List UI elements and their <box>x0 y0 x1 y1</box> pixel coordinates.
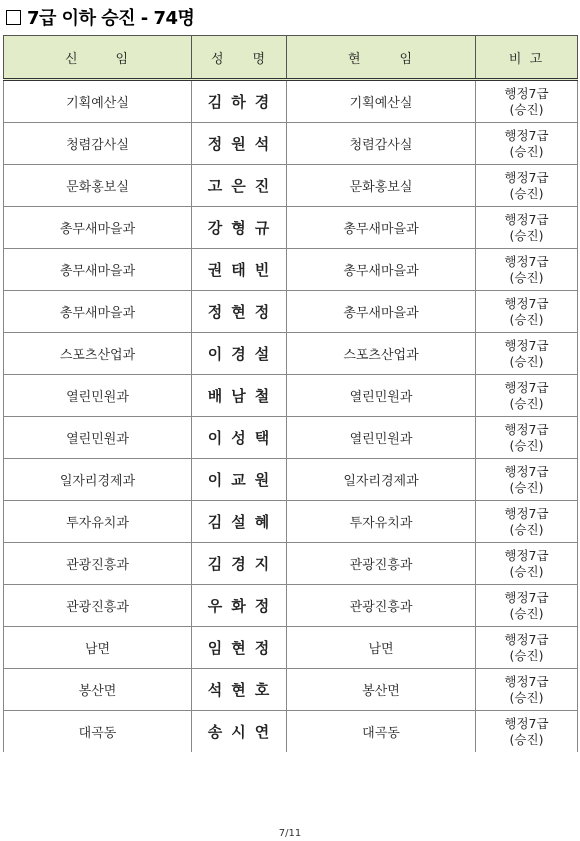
cell-name: 이교원 <box>192 459 287 501</box>
cell-name: 김설혜 <box>192 501 287 543</box>
note-rank: 행정7급 <box>504 253 549 269</box>
page-heading <box>6 4 194 30</box>
cell-current-post: 스포츠산업과 <box>287 333 476 375</box>
note-rank: 행정7급 <box>504 505 549 521</box>
note-rank: 행정7급 <box>504 421 549 437</box>
note-rank: 행정7급 <box>504 295 549 311</box>
note-status: (승진) <box>509 395 544 411</box>
table-row <box>4 585 578 627</box>
note-status: (승진) <box>509 227 544 243</box>
cell-name: 송시연 <box>192 711 287 753</box>
cell-current-post: 기획예산실 <box>287 80 476 123</box>
table-row <box>4 207 578 249</box>
checkbox-square-icon <box>6 10 21 25</box>
cell-new-post: 총무새마을과 <box>4 291 192 333</box>
cell-current-post: 열린민원과 <box>287 375 476 417</box>
cell-current-post: 청렴감사실 <box>287 123 476 165</box>
cell-new-post: 총무새마을과 <box>4 249 192 291</box>
cell-new-post: 문화홍보실 <box>4 165 192 207</box>
cell-note <box>476 543 578 585</box>
cell-name: 임현정 <box>192 627 287 669</box>
cell-current-post: 투자유치과 <box>287 501 476 543</box>
cell-note <box>476 80 578 123</box>
heading-text: 7급 이하 승진 - 74명 <box>27 8 195 29</box>
table-row <box>4 375 578 417</box>
note-status: (승진) <box>509 647 544 663</box>
cell-current-post: 남면 <box>287 627 476 669</box>
cell-name: 김경지 <box>192 543 287 585</box>
cell-name: 석현호 <box>192 669 287 711</box>
cell-current-post: 관광진흥과 <box>287 585 476 627</box>
cell-note <box>476 711 578 753</box>
note-status: (승진) <box>509 731 544 747</box>
cell-note <box>476 627 578 669</box>
cell-new-post: 봉산면 <box>4 669 192 711</box>
cell-new-post: 기획예산실 <box>4 80 192 123</box>
cell-note <box>476 459 578 501</box>
note-status: (승진) <box>509 437 544 453</box>
table-row <box>4 165 578 207</box>
cell-name: 고은진 <box>192 165 287 207</box>
cell-note <box>476 165 578 207</box>
cell-name: 이성택 <box>192 417 287 459</box>
table-row <box>4 627 578 669</box>
note-rank: 행정7급 <box>504 547 549 563</box>
table-row <box>4 291 578 333</box>
cell-new-post: 관광진흥과 <box>4 543 192 585</box>
note-rank: 행정7급 <box>504 169 549 185</box>
cell-current-post: 문화홍보실 <box>287 165 476 207</box>
cell-name: 정원석 <box>192 123 287 165</box>
cell-note <box>476 669 578 711</box>
note-rank: 행정7급 <box>504 631 549 647</box>
cell-name: 배남철 <box>192 375 287 417</box>
table-row <box>4 80 578 123</box>
cell-current-post: 열린민원과 <box>287 417 476 459</box>
cell-new-post: 열린민원과 <box>4 417 192 459</box>
table-row <box>4 669 578 711</box>
table-row <box>4 501 578 543</box>
header-new-post: 신 임 <box>4 36 192 80</box>
cell-new-post: 총무새마을과 <box>4 207 192 249</box>
cell-new-post: 열린민원과 <box>4 375 192 417</box>
note-rank: 행정7급 <box>504 379 549 395</box>
table-row <box>4 123 578 165</box>
cell-current-post: 관광진흥과 <box>287 543 476 585</box>
cell-new-post: 남면 <box>4 627 192 669</box>
cell-name: 김하경 <box>192 80 287 123</box>
cell-note <box>476 249 578 291</box>
table-header-row <box>4 36 578 80</box>
promotion-table <box>3 35 578 752</box>
cell-name: 정현정 <box>192 291 287 333</box>
cell-current-post: 대곡동 <box>287 711 476 753</box>
cell-note <box>476 207 578 249</box>
header-note: 비 고 <box>476 36 578 80</box>
cell-name: 강형규 <box>192 207 287 249</box>
cell-new-post: 투자유치과 <box>4 501 192 543</box>
note-status: (승진) <box>509 563 544 579</box>
note-status: (승진) <box>509 479 544 495</box>
note-rank: 행정7급 <box>504 211 549 227</box>
note-status: (승진) <box>509 353 544 369</box>
cell-current-post: 총무새마을과 <box>287 249 476 291</box>
cell-new-post: 대곡동 <box>4 711 192 753</box>
cell-name: 우화정 <box>192 585 287 627</box>
cell-note <box>476 585 578 627</box>
note-status: (승진) <box>509 185 544 201</box>
note-status: (승진) <box>509 521 544 537</box>
note-rank: 행정7급 <box>504 337 549 353</box>
cell-new-post: 일자리경제과 <box>4 459 192 501</box>
cell-note <box>476 501 578 543</box>
table-row <box>4 249 578 291</box>
note-status: (승진) <box>509 269 544 285</box>
note-rank: 행정7급 <box>504 463 549 479</box>
cell-new-post: 청렴감사실 <box>4 123 192 165</box>
note-status: (승진) <box>509 689 544 705</box>
cell-current-post: 봉산면 <box>287 669 476 711</box>
table-row <box>4 417 578 459</box>
note-rank: 행정7급 <box>504 673 549 689</box>
table-row <box>4 459 578 501</box>
cell-new-post: 스포츠산업과 <box>4 333 192 375</box>
header-current-post: 현 임 <box>287 36 476 80</box>
cell-name: 이경설 <box>192 333 287 375</box>
note-rank: 행정7급 <box>504 85 549 101</box>
cell-current-post: 총무새마을과 <box>287 207 476 249</box>
note-rank: 행정7급 <box>504 715 549 731</box>
table-row <box>4 711 578 753</box>
cell-note <box>476 291 578 333</box>
note-status: (승진) <box>509 311 544 327</box>
cell-name: 권태빈 <box>192 249 287 291</box>
cell-note <box>476 375 578 417</box>
page-number: 7/11 <box>278 828 302 839</box>
cell-current-post: 총무새마을과 <box>287 291 476 333</box>
cell-note <box>476 333 578 375</box>
header-name: 성 명 <box>192 36 287 80</box>
note-status: (승진) <box>509 605 544 621</box>
cell-new-post: 관광진흥과 <box>4 585 192 627</box>
note-rank: 행정7급 <box>504 127 549 143</box>
note-status: (승진) <box>509 101 544 117</box>
cell-current-post: 일자리경제과 <box>287 459 476 501</box>
cell-note <box>476 123 578 165</box>
table-row <box>4 543 578 585</box>
note-status: (승진) <box>509 143 544 159</box>
cell-note <box>476 417 578 459</box>
table-row <box>4 333 578 375</box>
note-rank: 행정7급 <box>504 589 549 605</box>
